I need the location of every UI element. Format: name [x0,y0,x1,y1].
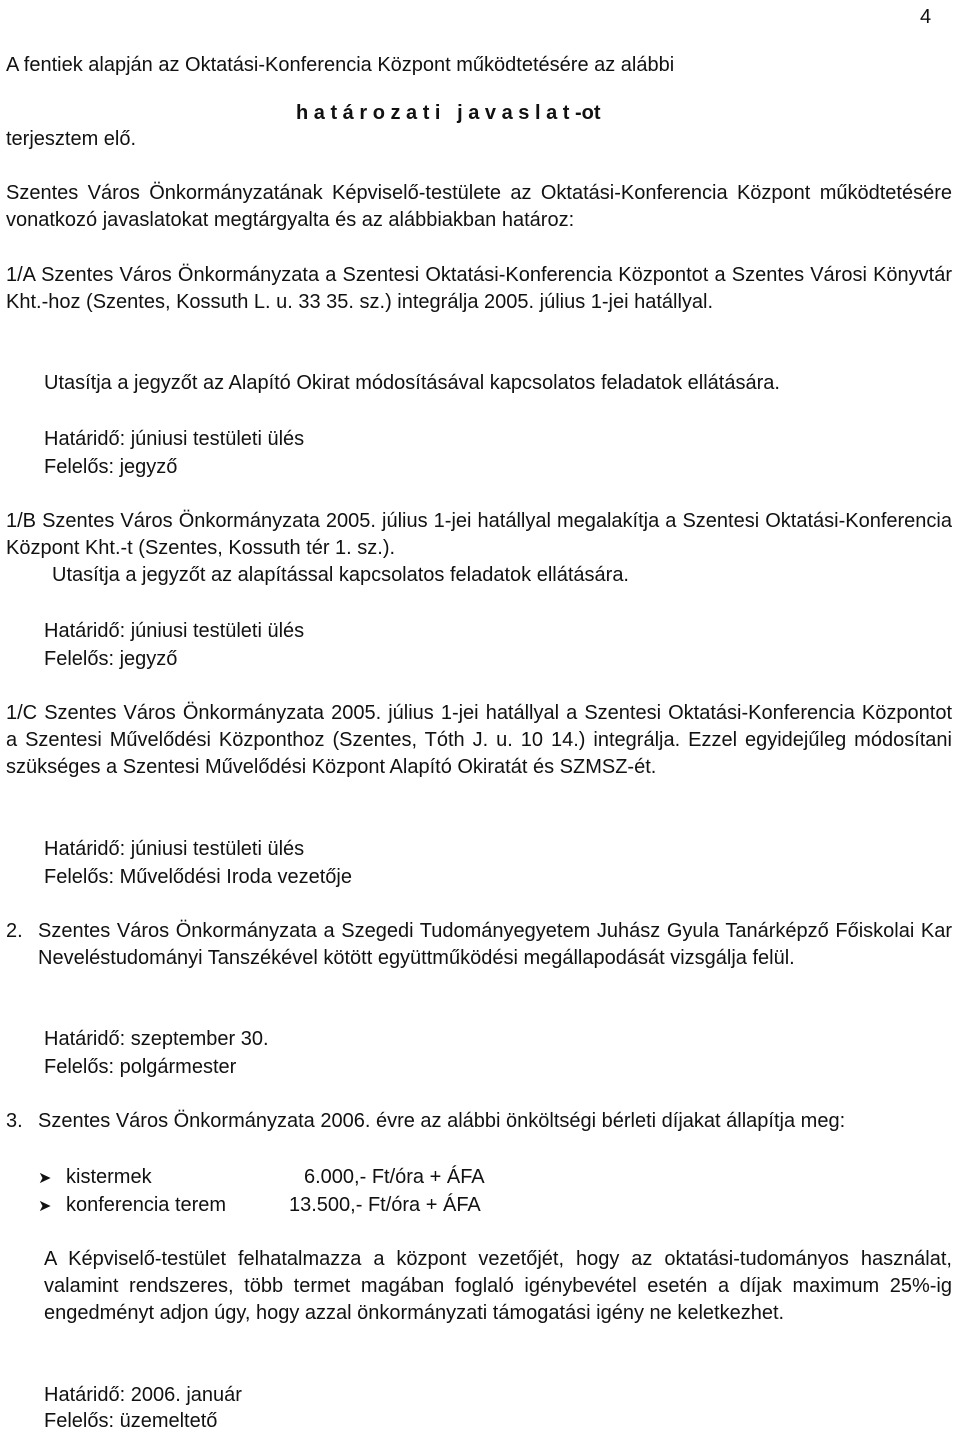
rate-item [38,1164,152,1192]
item-1b-responsible: Felelős: jegyző [44,648,178,670]
item-1b-deadline: Határidő: júniusi testületi ülés [44,620,305,642]
rate-item [38,1192,226,1220]
item-3-responsible: Felelős: üzemeltető [44,1410,218,1432]
item-2-text: Szentes Város Önkormányzata a Szegedi Tudományegyetem Juhász Gyula Tanárképző Főiskolai Kar Neveléstudományi Tanszékével kötött együttműködési megállapodását vizsgálja felül. [38,920,952,969]
item-2-responsible: Felelős: polgármester [44,1056,237,1078]
item-3-text: Szentes Város Önkormányzata 2006. évre az alábbi önköltségi bérleti díjakat állapítja meg: [38,1110,846,1132]
item-1a-text: 1/A Szentes Város Önkormányzata a Szentesi Oktatási-Konferencia Központot a Szentes Városi Könyvtár Kht.-hoz (Szentes, Kossuth L. u. 33 35. sz.) integrálja 2005. július 1-jei hatállyal. [6,264,952,313]
preamble: Szentes Város Önkormányzatának Képviselő-testülete az Oktatási-Konferencia Központ működtetésére vonatkozó javaslatokat megtárgyalta és az alábbiakban határoz: [6,182,952,231]
item-1c-responsible: Felelős: Művelődési Iroda vezetője [44,866,352,888]
rate-price: 6.000,- Ft/óra + ÁFA [304,1166,485,1188]
rate-label: konferencia terem [66,1194,227,1216]
item-2-number: 2. [6,920,23,942]
item-3-number: 3. [6,1110,23,1132]
intro-line-2: terjesztem elő. [6,128,137,150]
item-2-deadline: Határidő: szeptember 30. [44,1028,269,1050]
item-1c-deadline: Határidő: júniusi testületi ülés [44,838,305,860]
item-1a-deadline: Határidő: júniusi testületi ülés [44,428,305,450]
item-1b-text: 1/B Szentes Város Önkormányzata 2005. július 1-jei hatállyal megalakítja a Szentesi Oktatási-Konferencia Központ Kht.-t (Szentes, Kossuth tér 1. sz.). [6,510,952,559]
rate-price: 13.500,- Ft/óra + ÁFA [289,1194,481,1216]
item-1c-text: 1/C Szentes Város Önkormányzata 2005. július 1-jei hatállyal a Szentesi Oktatási-Konferencia Központot a Szentesi Művelődési Központhoz (Szentes, Tóth J. u. 10 14.) integrálja. Ezzel egyidejűleg módosítani szükséges a Szentesi Művelődési Központ Alapító Okiratát és SZMSZ-ét. [6,702,952,778]
item-3-paragraph: A Képviselő-testület felhatalmazza a központ vezetőjét, hogy az oktatási-tudományos használat, valamint rendszeres, több termet magában foglaló igénybevétel esetén a díjak maximum 25%-ig engedményt adjon úgy, hogy azzal önkormányzati támogatási igény ne keletkezhet. [44,1248,952,1324]
rate-label: kistermek [66,1166,152,1188]
arrow-bullet-icon: ➤ [38,1170,52,1187]
item-1a-instruction: Utasítja a jegyzőt az Alapító Okirat módosításával kapcsolatos feladatok ellátására. [44,372,780,394]
item-1a-responsible: Felelős: jegyző [44,456,178,478]
arrow-bullet-icon: ➤ [38,1198,52,1215]
item-3-deadline: Határidő: 2006. január [44,1384,242,1406]
intro-line: A fentiek alapján az Oktatási-Konferencia Központ működtetésére az alábbi [6,54,675,76]
resolution-heading: h a t á r o z a t i j a v a s l a t -ot [296,102,601,124]
page-number: 4 [920,6,932,28]
item-1b-instruction: Utasítja a jegyzőt az alapítással kapcsolatos feladatok ellátására. [52,564,629,586]
